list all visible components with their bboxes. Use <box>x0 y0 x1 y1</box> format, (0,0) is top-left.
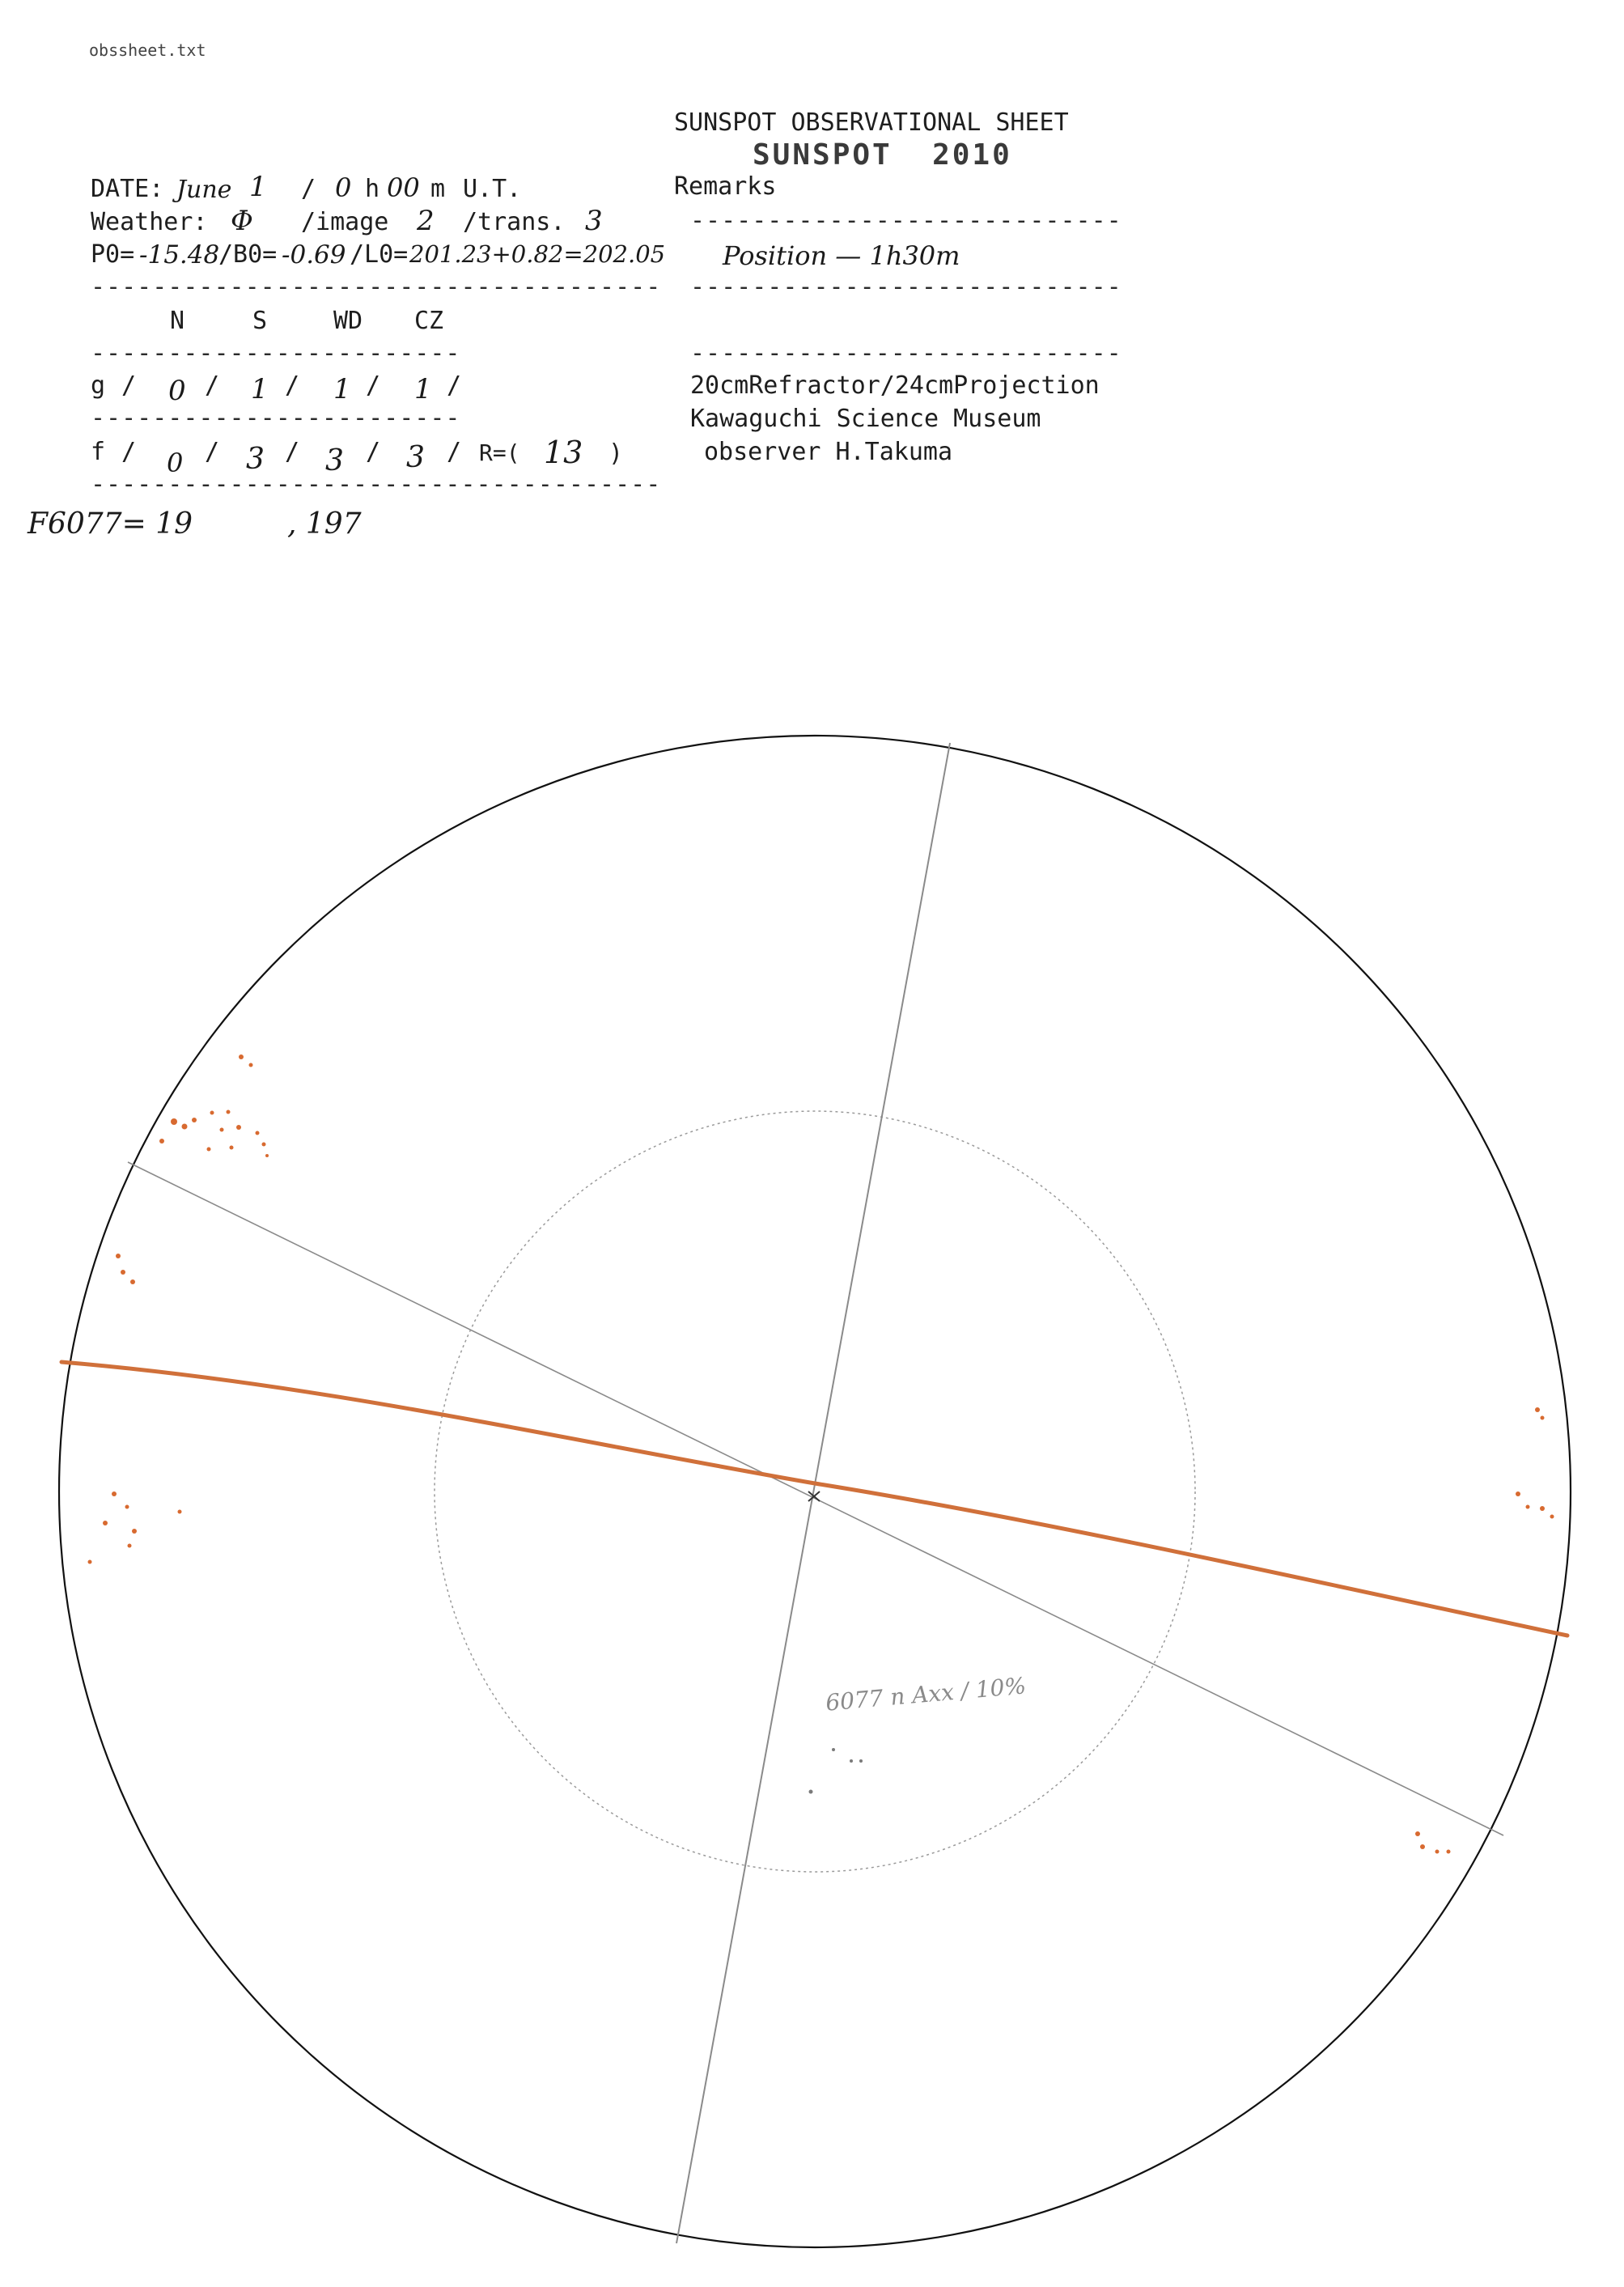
sheet-title: SUNSPOT OBSERVATIONAL SHEET <box>674 108 1069 137</box>
r-value: 13 <box>544 435 583 470</box>
date-label: DATE: <box>91 175 164 203</box>
instrument: 20cmRefractor/24cmProjection <box>690 371 1100 400</box>
col-s: S <box>252 307 268 335</box>
slash: / <box>205 438 220 466</box>
l0-label: /L0= <box>350 240 409 269</box>
f-wd: 3 <box>325 444 344 477</box>
f-s: 3 <box>246 443 265 476</box>
slash: / <box>366 438 381 466</box>
sunspot-group-e1 <box>116 1254 135 1284</box>
r-close: ) <box>608 439 624 468</box>
date-sep: / <box>301 175 316 203</box>
trans-value: 3 <box>585 205 603 237</box>
date-month: June <box>176 176 232 204</box>
p0-label: P0= <box>91 240 135 269</box>
f-cz: 3 <box>406 441 425 474</box>
trans-label: /trans. <box>463 208 566 236</box>
sunspot-group-sw <box>1415 1831 1451 1854</box>
handwritten-note-right: , 197 <box>287 507 362 541</box>
sunspot-group-w1 <box>1535 1407 1545 1420</box>
sunspot-group-ne <box>159 1054 269 1157</box>
g-cz: 1 <box>414 373 432 405</box>
image-label: /image <box>301 208 389 236</box>
slash: / <box>121 371 137 400</box>
divider: ---------------------------- <box>690 273 1122 301</box>
r-label: R=( <box>479 439 520 466</box>
date-h: h <box>365 175 380 203</box>
col-cz: CZ <box>414 307 444 335</box>
g-label: g <box>91 371 106 400</box>
site: Kawaguchi Science Museum <box>690 405 1041 433</box>
divider: ------------------------ <box>91 404 461 432</box>
slash: / <box>285 371 300 400</box>
f-label: f <box>91 438 106 466</box>
sunspot-group-w2 <box>1516 1491 1554 1519</box>
date-ut: U.T. <box>463 175 522 203</box>
col-wd: WD <box>333 307 363 335</box>
rotation-axis-line <box>676 743 950 2243</box>
divider: ---------------------------- <box>690 206 1122 235</box>
remarks-note: Position — 1h30m <box>723 240 960 271</box>
observer: observer H.Takuma <box>704 438 953 466</box>
sunspot-group-center <box>809 1748 863 1794</box>
g-n: 0 <box>168 375 186 407</box>
slash: / <box>447 438 462 466</box>
g-wd: 1 <box>333 373 351 405</box>
b0-label: /B0= <box>218 240 278 269</box>
divider: ---------------------------- <box>690 339 1122 367</box>
slash: / <box>447 371 462 400</box>
date-day: 1 <box>249 171 267 203</box>
f-n: 0 <box>167 448 184 478</box>
slash: / <box>121 438 137 466</box>
divider: ------------------------ <box>91 339 461 367</box>
slash: / <box>285 438 300 466</box>
weather-value: Φ <box>231 205 253 237</box>
col-n: N <box>170 307 185 335</box>
divider: ------------------------------------- <box>91 470 662 499</box>
remarks-label: Remarks <box>674 172 777 201</box>
handwritten-note-left: F6077= 19 <box>28 507 193 541</box>
inner-reference-circle <box>435 1111 1195 1872</box>
date-hour: 0 <box>335 172 352 203</box>
g-s: 1 <box>251 373 269 405</box>
group-annotation: 6077 n Axx / 10% <box>824 1672 1028 1716</box>
l0-value: 201.23+0.82=202.05 <box>409 240 666 268</box>
date-m: m <box>430 175 446 203</box>
sunspot-group-e2 <box>88 1491 182 1564</box>
weather-label: Weather: <box>91 208 208 236</box>
date-minute: 00 <box>387 172 420 203</box>
slash: / <box>205 371 220 400</box>
b0-value: -0.69 <box>282 240 346 269</box>
p0-value: -15.48 <box>139 240 220 269</box>
slash: / <box>366 371 381 400</box>
solar-limb <box>59 736 1571 2247</box>
year-stamp: SUNSPOT 2010 <box>753 138 1012 172</box>
divider: ------------------------------------- <box>91 273 662 301</box>
file-label: obssheet.txt <box>89 40 206 60</box>
image-value: 2 <box>417 205 435 237</box>
